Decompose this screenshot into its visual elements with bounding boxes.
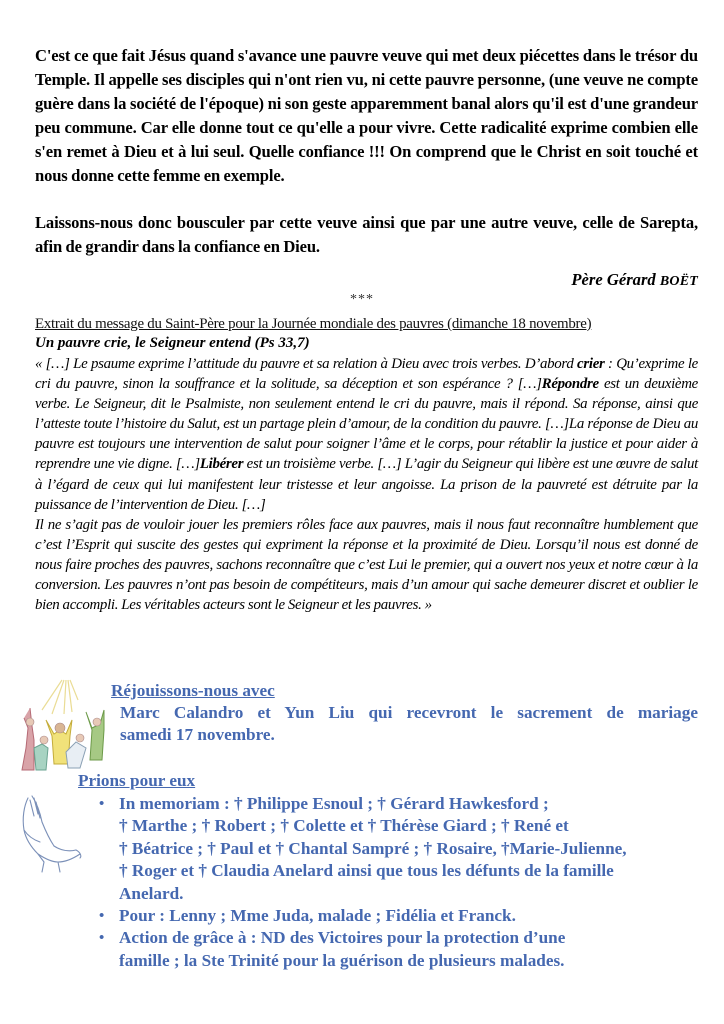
- list-item-line: In memoriam : † Philippe Esnoul ; † Gérard Hawkesford ;: [119, 794, 549, 813]
- verb-repondre: Répondre: [541, 376, 599, 393]
- pope-quote: [35, 354, 698, 615]
- section-separator: ***: [350, 292, 374, 307]
- quote-text: est un troisième verbe. […] L’agir du Seigneur qui libère est une œuvre de salut à l’égard de ceux qui lui manifestent leur tristesse et leur angoisse. La prison de la pauvreté est détruite par la puissance de l’intervention de Dieu. […]: [35, 456, 699, 513]
- bullet-icon: •: [99, 908, 105, 925]
- celebrating-people-icon: [20, 678, 116, 774]
- list-item-line: Anelard.: [119, 883, 184, 903]
- bullet-icon: •: [99, 930, 105, 947]
- verb-liberer: Libérer: [199, 456, 244, 473]
- signature-surname: BOËT: [659, 274, 698, 289]
- praying-hands-icon: [14, 792, 90, 874]
- list-item-line: † Roger et † Claudia Anelard ainsi que tous les défunts de la famille: [119, 861, 614, 881]
- intro-section: [35, 44, 698, 259]
- list-item-in-memoriam: [99, 793, 709, 905]
- verb-crier: crier: [577, 356, 605, 372]
- list-item-line: † Marthe ; † Robert ; † Colette et † Thérèse Giard ; † René et: [119, 816, 569, 836]
- list-item-line: Action de grâce à : ND des Victoires pour la protection d’une: [119, 928, 566, 948]
- list-item-pour: [99, 905, 709, 927]
- pray-heading: Prions pour eux: [78, 771, 196, 790]
- list-item-action-de-grace: [99, 927, 709, 972]
- list-item-line: Pour : Lenny ; Mme Juda, malade ; Fidélia et Franck.: [119, 906, 516, 926]
- bullet-icon: •: [99, 796, 105, 812]
- quote-text: « […] Le psaume exprime l’attitude du pauvre et sa relation à Dieu avec trois verbes. D’abord: [35, 356, 578, 372]
- list-item-line: † Béatrice ; † Paul et † Chantal Sampré ; † Rosaire, †Marie-Julienne,: [119, 838, 627, 858]
- intro-paragraph-2: Laissons-nous donc bousculer par cette veuve ainsi que par une autre veuve, celle de Sarepta, afin de grandir dans la confiance en Dieu.: [35, 213, 698, 256]
- rejoice-heading: Réjouissons-nous avec: [111, 681, 275, 700]
- intro-paragraph-1: C'est ce que fait Jésus quand s'avance une pauvre veuve qui met deux piécettes dans le trésor du Temple. Il appelle ses disciples qui n'ont rien vu, ni cette pauvre personne, (une veuve ne compte guère dans la société de l'époque) ni son geste apparemment banal alors qu'il est d'une grandeur peu commune. Car elle donne tout ce qu'elle a pour vivre. Cette radicalité exprime combien elle s'en remet à Dieu et à lui seul. Quelle confiance !!! On comprend que le Christ en soit touché et nous donne cette femme en exemple.: [35, 46, 698, 185]
- rejoice-announcement: [120, 702, 698, 746]
- prayer-intentions-list: [99, 793, 709, 972]
- quote-text: : Qu’exprime le cri du pauvre, sinon la souffrance et la solitude, sa déception et son espérance ? […]: [35, 356, 698, 393]
- quote-paragraph-1: [35, 354, 698, 515]
- quote-paragraph-2: Il ne s’agit pas de vouloir jouer les premiers rôles face aux pauvres, mais il nous faut reconnaître humblement que c’est l’Esprit qui suscite des gestes qui expriment la réponse et la proximité de Dieu. Lorsqu’il nous est donné de nous faire proches des pauvres, sachons reconnaître que c’est Lui le premier, qui a ouvert nos yeux et notre cœur à la conversion. Les pauvres n’ont pas besoin de compétiteurs, mais d’un amour qui sache demeurer discret et oublier le bien accompli. Les véritables acteurs sont le Seigneur et les pauvres. »: [35, 516, 698, 614]
- signature-name: Père Gérard: [571, 270, 660, 289]
- rejoice-line-1: Marc Calandro et Yun Liu qui recevront le sacrement de mariage: [120, 703, 698, 722]
- quote-heading: Un pauvre crie, le Seigneur entend (Ps 33,7): [35, 335, 310, 351]
- rejoice-line-2: samedi 17 novembre.: [120, 725, 275, 744]
- signature: [571, 270, 698, 290]
- extract-title: Extrait du message du Saint-Père pour la Journée mondiale des pauvres (dimanche 18 novembre): [35, 316, 592, 332]
- quote-text: est un deuxième verbe. Le Seigneur, dit le Psalmiste, non seulement entend le cri du pauvre, mais il répond. Sa réponse, ainsi que l’atteste toute l’histoire du Salut, est un partage plein d’amour, de la condition du pauvre. […]La réponse de Dieu au pauvre est toujours une intervention de salut pour soigner l’âme et le corps, pour rétablir la justice et pour aider à reprendre une vie digne. […]: [35, 376, 698, 473]
- list-item-line: famille ; la Ste Trinité pour la guérison de plusieurs malades.: [119, 950, 565, 970]
